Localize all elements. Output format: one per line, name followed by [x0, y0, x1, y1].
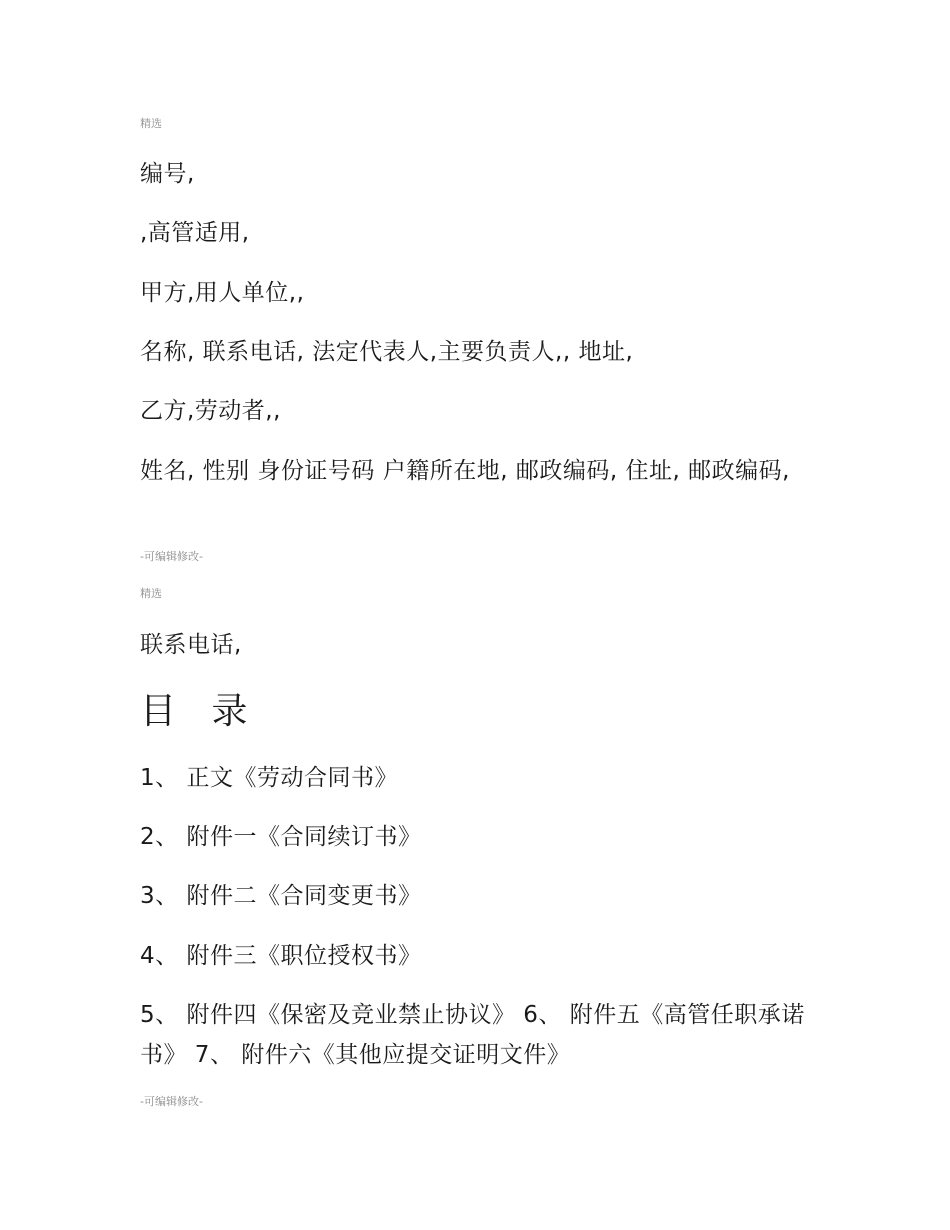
toc-item: 1、 正文《劳动合同书》: [140, 765, 398, 791]
applicability-line: ,高管适用,: [140, 220, 250, 246]
toc-item: 5、 附件四《保密及竞业禁止协议》 6、 附件五《高管任职承诺书》 7、 附件六《其他应提交证明文件》: [140, 1002, 805, 1068]
page-header-tag: 精选: [140, 587, 162, 600]
contract-number-line: 编号,: [140, 161, 195, 187]
toc-item: 3、 附件二《合同变更书》: [140, 883, 422, 909]
party-a-heading: 甲方,用人单位,,: [140, 280, 305, 306]
page-footer: -可编辑修改-: [140, 550, 203, 563]
page-footer: -可编辑修改-: [140, 1095, 203, 1108]
contact-phone-line: 联系电话,: [140, 632, 242, 658]
toc-item: 2、 附件一《合同续订书》: [140, 824, 422, 850]
party-a-fields: 名称, 联系电话, 法定代表人,主要负责人,, 地址,: [140, 339, 634, 365]
party-b-heading: 乙方,劳动者,,: [140, 398, 281, 424]
toc-title: 目 录: [140, 691, 260, 732]
party-b-fields: 姓名, 性别 身份证号码 户籍所在地, 邮政编码, 住址, 邮政编码,: [140, 458, 790, 484]
toc-item: 4、 附件三《职位授权书》: [140, 943, 422, 969]
page-header-tag: 精选: [140, 117, 162, 130]
